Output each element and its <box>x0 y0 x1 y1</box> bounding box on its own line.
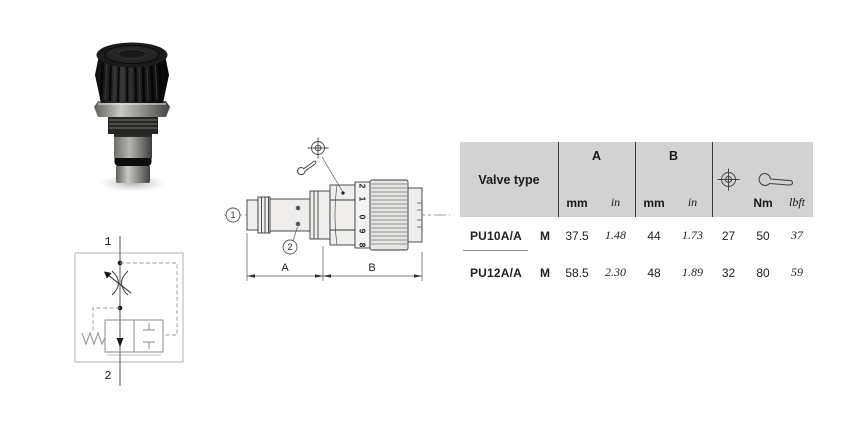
wrench-icon <box>296 157 317 176</box>
callout-1-label: 1 <box>230 210 236 221</box>
dim-b-column-header: B <box>668 149 679 163</box>
cell-a-in: 1.48 <box>605 228 626 242</box>
wrench-icon <box>754 171 798 187</box>
a-in-unit: in <box>610 195 621 209</box>
dim-a-column-header: A <box>591 149 602 163</box>
socket-size-icon <box>308 138 329 159</box>
schematic-envelope <box>75 253 183 362</box>
dial-number: 2 <box>357 183 368 189</box>
valve-outline <box>247 180 422 253</box>
callout-2-label: 2 <box>287 242 293 253</box>
table-row <box>460 254 813 291</box>
table-row <box>460 217 813 254</box>
cell-lbft: 59 <box>791 265 803 279</box>
dimension-drawing <box>220 133 455 295</box>
cell-socket: 32 <box>721 265 736 280</box>
nm-unit: Nm <box>753 196 773 210</box>
cell-a-mm: 37.5 <box>565 228 589 243</box>
cell-b-mm: 44 <box>647 228 661 243</box>
cell-a-mm: 58.5 <box>565 265 589 280</box>
spring-symbol <box>82 333 105 344</box>
valve-type-header: Valve type <box>478 172 540 187</box>
dim-a-label: A <box>281 262 289 274</box>
flow-arrow <box>117 338 124 347</box>
cell-nm: 50 <box>756 228 770 243</box>
cell-b-in: 1.89 <box>682 265 703 279</box>
cell-valve-type: PU10A/A <box>469 228 523 243</box>
adjustable-restrictor-symbol <box>104 271 131 295</box>
lbft-unit: lbft <box>788 195 805 209</box>
cell-variant: M <box>540 265 550 280</box>
cell-b-in: 1.73 <box>682 228 703 242</box>
cell-variant: M <box>540 228 550 243</box>
row-divider <box>463 250 528 251</box>
b-mm-unit: mm <box>643 196 665 210</box>
socket-size-icon <box>712 168 745 191</box>
schematic-port-2-label: 2 <box>104 369 112 383</box>
a-mm-unit: mm <box>566 196 588 210</box>
spec-table-header <box>460 142 813 217</box>
product-photo <box>85 16 180 194</box>
cell-valve-type: PU12A/A <box>469 265 523 280</box>
cell-b-mm: 48 <box>647 265 661 280</box>
cell-lbft: 37 <box>791 228 803 242</box>
port-hole <box>296 206 301 211</box>
cell-a-in: 2.30 <box>605 265 626 279</box>
dial-number: 8 <box>357 242 368 248</box>
dim-b-label: B <box>368 262 376 274</box>
dial-number: 9 <box>357 228 368 234</box>
cell-socket: 27 <box>721 228 736 243</box>
compensator-block <box>105 320 163 355</box>
dial-number: 0 <box>357 214 368 220</box>
valve-photo-body <box>94 43 170 184</box>
hydraulic-schematic <box>68 228 208 393</box>
callout-port-1 <box>226 208 240 222</box>
dial-number: 1 <box>357 196 368 202</box>
schematic-port-1-label: 1 <box>104 235 112 249</box>
port-hole <box>296 222 301 227</box>
cell-nm: 80 <box>756 265 770 280</box>
b-in-unit: in <box>687 195 698 209</box>
spec-table <box>460 142 813 291</box>
